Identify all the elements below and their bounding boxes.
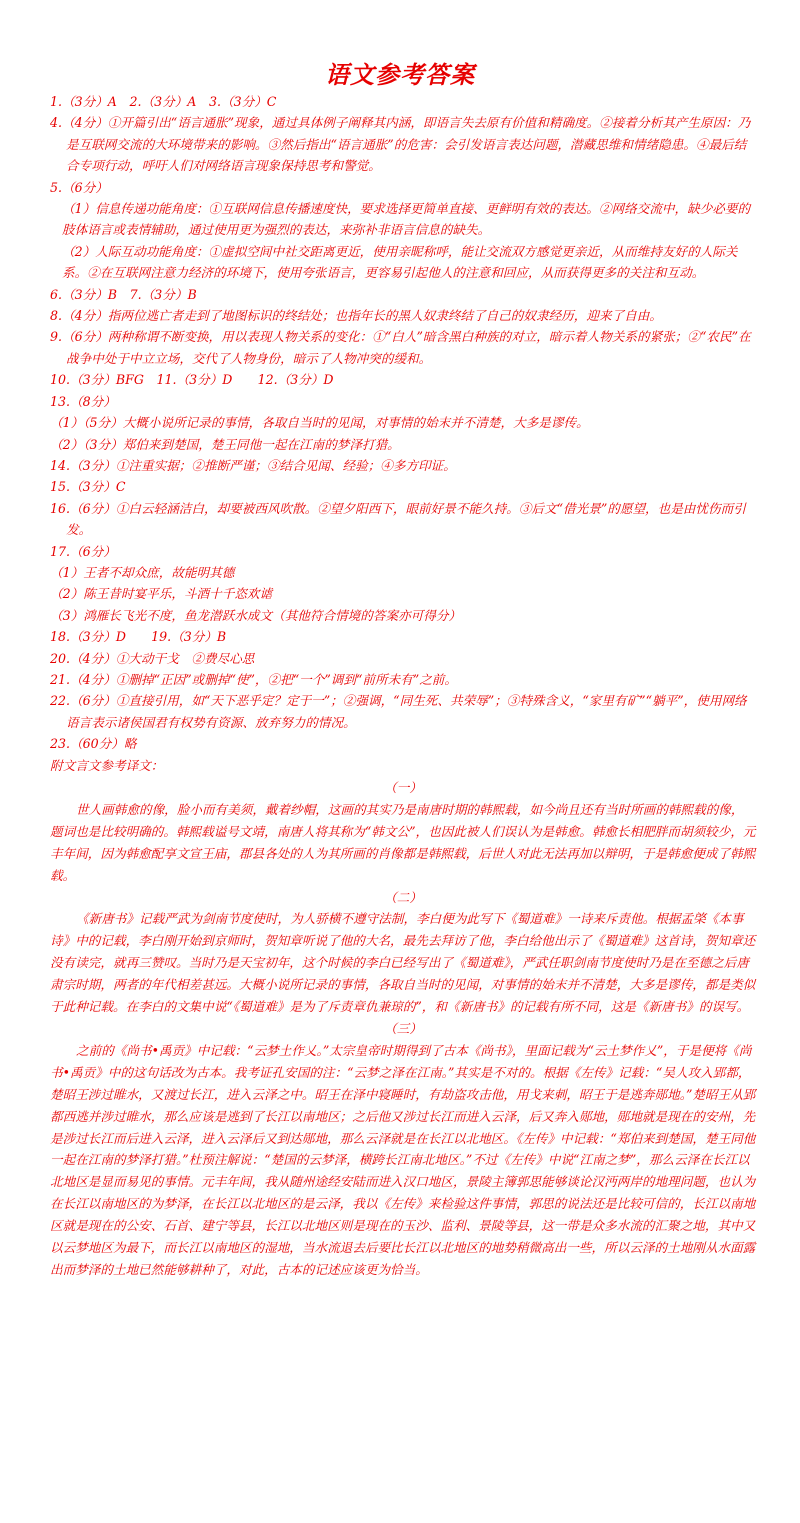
page-title: 语文参考答案 [325, 60, 475, 89]
answer-line: （2）（3分）郑伯来到楚国，楚王同他一起在江南的梦泽打猎。 [50, 436, 400, 452]
answer-line: 10.（3分）BFG 11.（3分）D 12.（3分）D [50, 372, 334, 388]
answer-line: 9.（6分）两种称谓不断变换，用以表现人物关系的变化：①“白人”暗含黑白种族的对立，暗示着人物关系的紧张；②“农民”在战争中处于中立立场，交代了人物身份，暗示了人物冲突的缓和。 [50, 329, 751, 366]
answer-line: 23.（60分）略 [50, 736, 137, 752]
answer-line: 18.（3分）D 19.（3分）B [50, 629, 227, 645]
answer-line: 22.（6分）①直接引用，如“天下恶乎定？定于一”；②强调，“同生死、共荣辱”；③特殊含义，“家里有矿”“躺平”，使用网络语言表示诸侯国君有权势有资源、放弃努力的情况。 [50, 693, 747, 730]
translation-paragraph: 之前的《尚书•禹贡》中记载：“云梦土作乂。”太宗皇帝时期得到了古本《尚书》，里面记载为“云土梦作乂”，于是便将《尚书•禹贡》中的这句话改为古本。我考证孔安国的注：“云梦之泽在江南。”其实是不对的。根据《左传》记载：“吴人攻入郢都，楚昭王涉过睢水，又渡过长江，进入云泽之中。昭王在泽中寝睡时，有劫盗攻击他，用戈来刺，昭王于是逃奔郧地。”楚昭王从郢都西逃并涉过睢水，那么应该是逃到了长江以南地区；之后他又涉过长江而进入云泽，后又奔入郧地，郧地就是现在的安州，先是涉过长江而后进入云泽，进入云泽后又到达郧地，那么云泽就是在长江以北地区。《左传》中记载：“郑伯来到楚国，楚王同他一起在江南的梦泽打猎。”杜预注解说：“楚国的云梦泽，横跨长江南北地区。”不过《左传》中说“江南之梦”，那么云泽在长江以北地区是显而易见的事情。元丰年间，我从随州途经安陆而进入汉口地区，景陵主簿郭思能够谈论汉沔两岸的地理问题，也认为在长江以南地区的为梦泽，在长江以北地区的是云泽，我以《左传》来检验这件事情，郭思的说法还是比较可信的，长江以南地区就是现在的公安、石首、建宁等县，长江以北地区则是现在的玉沙、监利、景陵等县，这一带是众多水流的汇聚之地，其中又以云梦地区为最下，而长江以南地区的湿地，当水流退去后要比长江以北地区的地势稍微高出一些，所以云泽的土地刚从水面露出而梦泽的土地已然能够耕种了，对此，古本的记述应该更为恰当。 [50, 1042, 756, 1277]
answer-line: （1）信息传递功能角度：①互联网信息传播速度快，要求选择更简单直接、更鲜明有效的表达。②网络交流中，缺少必要的肢体语言或表情辅助，通过使用更为强烈的表达，来弥补非语言信息的缺失。 [62, 201, 751, 238]
section-heading: （一） [384, 780, 422, 795]
answer-line: （2）陈王昔时宴平乐，斗酒十千恣欢谑 [50, 586, 273, 602]
answer-line: 附文言文参考译文： [50, 757, 164, 773]
answer-line: 13.（8分） [50, 393, 116, 409]
answer-line: （3）鸿雁长飞光不度，鱼龙潜跃水成文（其他符合情境的答案亦可得分） [50, 607, 462, 623]
answer-line: （1）（5分）大概小说所记录的事情，各取自当时的见闻，对事情的始末并不清楚，大多是谬传。 [50, 415, 589, 431]
answer-line: 17.（6分） [50, 543, 116, 559]
answer-line: （2）人际互动功能角度：①虚拟空间中社交距离更近，使用亲昵称呼，能让交流双方感觉更亲近，从而维持友好的人际关系。②在互联网注意力经济的环境下，使用夸张语言，更容易引起他人的注意和回应，从而获得更多的关注和互动。 [62, 243, 738, 281]
answer-line: 16.（6分）①白云轻涵洁白，却要被西风吹散。②望夕阳西下，眼前好景不能久持。③后文“借光景”的愿望，也是由忧伤而引发。 [50, 500, 746, 538]
answer-line: 21.（4分）①删掉“正因”或删掉“使”，②把“一个”调到“前所未有”之前。 [50, 671, 457, 687]
answer-line: 20.（4分）①大动干戈 ②费尽心思 [50, 650, 255, 666]
answer-line: 4.（4分）①开篇引出“语言通胀”现象，通过具体例子阐释其内涵，即语言失去原有价值和精确度。②接着分析其产生原因：乃是互联网交流的大环境带来的影响。③然后指出“语言通胀”的危害：会引发语言表达问题，潜藏思维和情绪隐患。④最后结合专项行动，呼吁人们对网络语言现象保持思考和警觉。 [50, 115, 751, 174]
translation [50, 777, 756, 1281]
translation-paragraph: 世人画韩愈的像，脸小而有美须，戴着纱帽，这画的其实乃是南唐时期的韩熙载，如今尚且还有当时所画的韩熙载的像，题词也是比较明确的。韩熙载谥号文靖，南唐人将其称为“韩文公”，也因此被人们误认为是韩愈。韩愈长相肥胖而胡须较少，元丰年间，因为韩愈配享文宣王庙，郡县各处的人为其所画的肖像都是韩熙载，后世人对此无法再加以辩明，于是韩愈便成了韩熙载。 [50, 801, 756, 883]
section-heading: （三） [384, 1020, 422, 1036]
answer-line: （1）王者不却众庶，故能明其德 [50, 564, 235, 580]
answer-line: 1.（3分）A 2.（3分）A 3.（3分）C [50, 94, 277, 109]
answer-line: 14.（3分）①注重实据；②推断严谨；③结合见闻、经验；④多方印证。 [50, 457, 456, 473]
answer-line: 5.（6分） [50, 179, 108, 195]
answer-line: 15.（3分）C [50, 479, 126, 495]
translation-paragraph: 《新唐书》记载严武为剑南节度使时，为人骄横不遵守法制，李白便为此写下《蜀道难》一诗来斥责他。根据孟棨《本事诗》中的记载，李白刚开始到京师时，贺知章听说了他的大名，最先去拜访了他，李白给他出示了《蜀道难》这首诗，贺知章还没有读完，就再三赞叹。当时乃是天宝初年，这个时候的李白已经写出了《蜀道难》，严武任职剑南节度使时乃是在至德之后唐肃宗时期，两者的年代相差甚远。大概小说所记录的事情，各取自当时的见闻，对事情的始末并不清楚，大多是谬传，都是类似于此种记载。在李白的文集中说“《蜀道难》是为了斥责章仇兼琼的”，和《新唐书》的记载有所不同，这是《新唐书》的误写。 [50, 911, 756, 1015]
answer-line: 8.（4分）指两位逃亡者走到了地图标识的终结处；也指年长的黑人奴隶终结了自己的奴隶经历，迎来了自由。 [50, 308, 662, 324]
answers-list [50, 91, 756, 776]
section-heading: （二） [384, 889, 422, 905]
answer-line: 6.（3分）B 7.（3分）B [50, 286, 197, 302]
